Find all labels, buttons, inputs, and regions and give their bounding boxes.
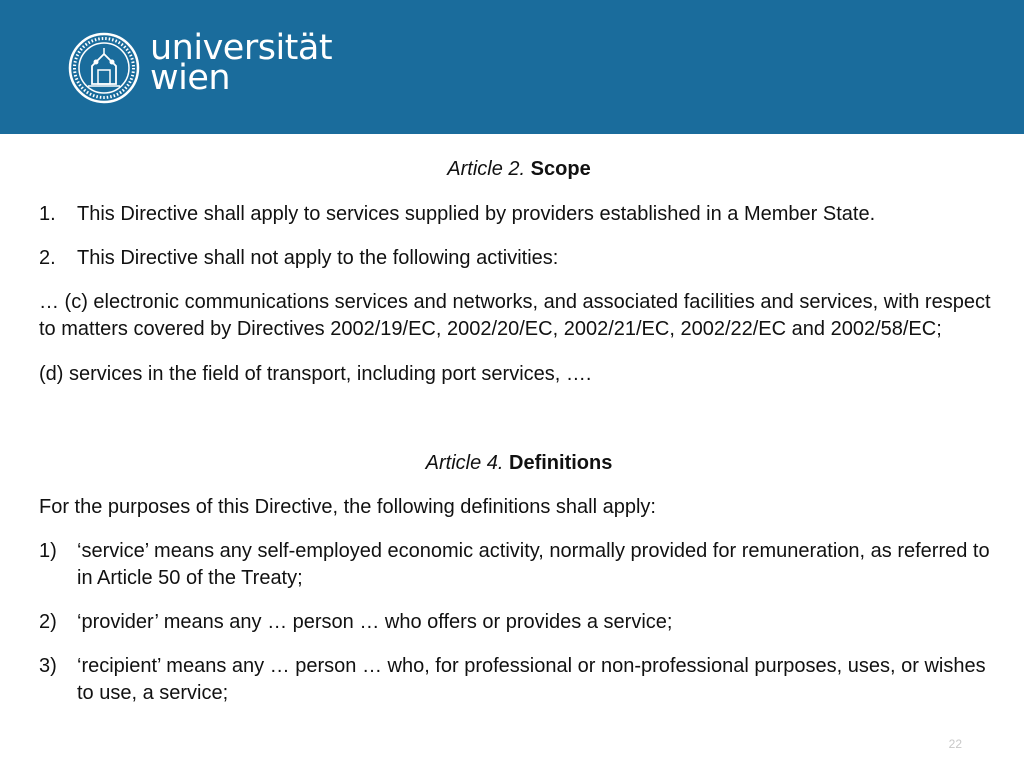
article-2-item-2 xyxy=(39,245,999,272)
item-text: ‘recipient’ means any … person … who, for professional or non-professional purposes, uses, or wishes to use, a service; xyxy=(77,655,986,704)
item-number: 2) xyxy=(39,611,57,633)
item-text: ‘provider’ means any … person … who offers or provides a service; xyxy=(77,611,673,633)
article-2-paragraph-c: … (c) electronic communications services and networks, and associated facilities and services, with respect to matters covered by Directives 2002/19/EC, 2002/20/EC, 2002/21/EC, 2002/22/EC and 2002/58/EC; xyxy=(39,291,991,340)
item-text: ‘service’ means any self-employed economic activity, normally provided for remuneration, as referred to in Article 50 of the Treaty; xyxy=(77,540,990,589)
item-text: This Directive shall apply to services supplied by providers established in a Member State. xyxy=(77,203,876,225)
item-number: 3) xyxy=(39,655,57,677)
article-4-intro: For the purposes of this Directive, the following definitions shall apply: xyxy=(39,496,656,518)
article-2-heading xyxy=(39,156,999,183)
logo-line-2: wien xyxy=(150,58,231,98)
university-logo-wordmark xyxy=(150,28,333,98)
article-2-paragraph-d: (d) services in the field of transport, including port services, …. xyxy=(39,363,592,385)
article-4-item-2 xyxy=(39,609,999,636)
article-4-item-1 xyxy=(39,538,999,592)
item-number: 1. xyxy=(39,203,56,225)
header-band xyxy=(0,0,1024,134)
logo-line-1: universität xyxy=(150,28,333,68)
item-number: 1) xyxy=(39,540,57,562)
item-text: This Directive shall not apply to the following activities: xyxy=(77,247,559,269)
item-number: 2. xyxy=(39,247,56,269)
article-2-number: Article 2. xyxy=(447,158,526,180)
article-4-item-3 xyxy=(39,653,999,707)
page-number: 22 xyxy=(948,737,962,751)
article-2-title: Scope xyxy=(530,158,591,180)
article-2-item-1 xyxy=(39,201,999,228)
university-seal-icon xyxy=(68,32,140,104)
article-4-title: Definitions xyxy=(509,452,613,474)
article-4-number: Article 4. xyxy=(425,452,504,474)
article-4-heading xyxy=(39,450,999,477)
slide-content xyxy=(39,156,999,707)
